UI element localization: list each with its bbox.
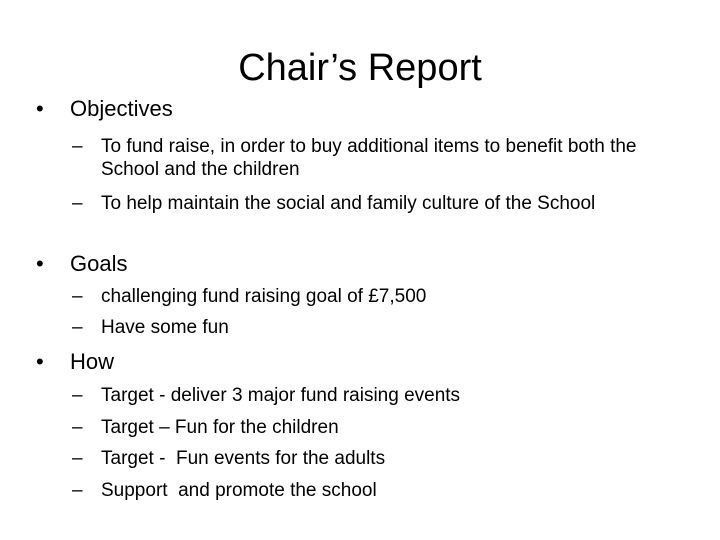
slide-title-text: Chair’s Report bbox=[238, 47, 482, 89]
bullet-heading: Goals bbox=[70, 251, 128, 276]
sub-text: To help maintain the social and family culture of the School bbox=[101, 193, 596, 214]
bullet-dot: • bbox=[36, 96, 44, 121]
sub-dash: – bbox=[72, 417, 83, 438]
sub-text: Target - Fun events for the adults bbox=[101, 448, 386, 469]
sub-dash: – bbox=[72, 448, 83, 469]
sub-text: Support and promote the school bbox=[101, 480, 377, 501]
bullet-heading: How bbox=[70, 349, 115, 374]
bullet-dot: • bbox=[36, 251, 44, 276]
sub-dash: – bbox=[72, 286, 83, 307]
sub-dash: – bbox=[72, 317, 83, 338]
sub-text: To fund raise, in order to buy additional items to benefit both the School and the children bbox=[101, 136, 637, 180]
bullet-heading: Objectives bbox=[70, 96, 173, 121]
slide-title bbox=[0, 44, 720, 92]
sub-dash: – bbox=[72, 136, 83, 157]
sub-text: Have some fun bbox=[101, 317, 229, 338]
bullet-dot: • bbox=[36, 349, 44, 374]
sub-dash: – bbox=[72, 480, 83, 501]
sub-text: Target – Fun for the children bbox=[101, 417, 339, 438]
sub-text: challenging fund raising goal of £7,500 bbox=[101, 286, 427, 307]
sub-text: Target - deliver 3 major fund raising events bbox=[101, 385, 461, 406]
sub-dash: – bbox=[72, 193, 83, 214]
sub-dash: – bbox=[72, 385, 83, 406]
